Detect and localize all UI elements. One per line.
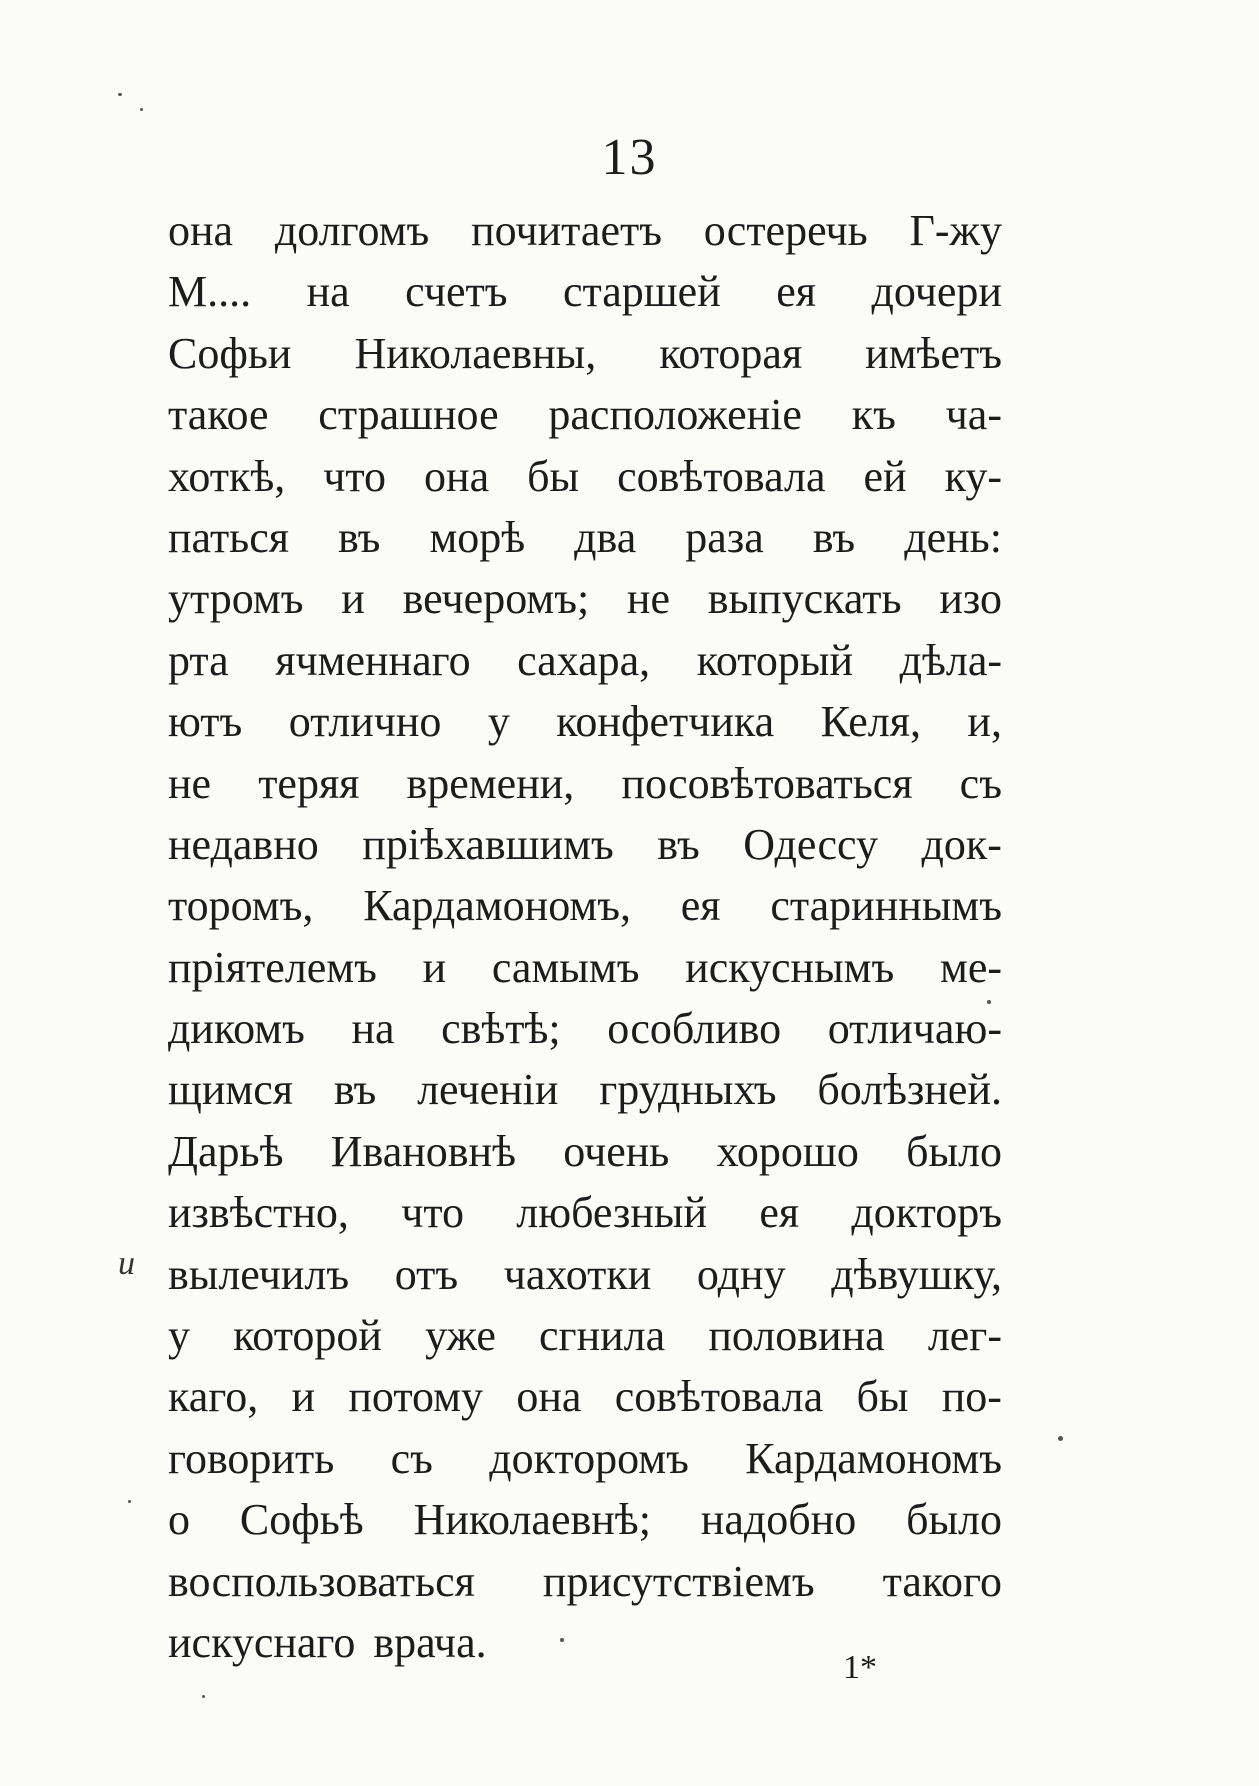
word: времени,: [406, 758, 575, 808]
word: лег-: [927, 1311, 1002, 1361]
word: она: [168, 206, 234, 255]
word: и: [291, 1372, 316, 1422]
word: что: [323, 451, 387, 501]
word: М....: [168, 267, 252, 317]
word: конфетчика: [556, 697, 775, 747]
word: очень: [563, 1126, 670, 1176]
word: совѣтовала: [614, 1372, 824, 1422]
word: ча-: [945, 390, 1002, 440]
word: рта: [168, 635, 229, 685]
word: говорить: [168, 1433, 335, 1483]
word: остеречь: [703, 206, 868, 255]
word: счетъ: [405, 267, 508, 317]
word: Келя,: [820, 697, 921, 747]
word: стариннымъ: [770, 881, 1002, 931]
word: уже: [425, 1311, 496, 1361]
word: было: [906, 1495, 1002, 1545]
word: Ивановнѣ: [330, 1126, 516, 1176]
text-line: [168, 691, 1002, 752]
word: особливо: [607, 1004, 782, 1054]
word: любезный: [516, 1188, 708, 1238]
word: у: [487, 697, 510, 747]
word: и: [341, 574, 365, 624]
word: имѣетъ: [865, 328, 1002, 378]
text-line: [168, 937, 1002, 998]
word: потому: [348, 1372, 483, 1422]
signature-mark: 1*: [843, 1649, 877, 1686]
text-line: [168, 1428, 1002, 1489]
word: которая: [659, 328, 803, 378]
word: отъ: [394, 1249, 459, 1299]
text-line: [168, 1244, 1002, 1305]
word: ютъ: [168, 697, 243, 747]
word: ей: [863, 451, 907, 501]
word: на: [306, 267, 350, 317]
word: половина: [708, 1311, 885, 1361]
text-line: [168, 998, 1002, 1059]
word: она: [516, 1372, 582, 1422]
text-line: [168, 1182, 1002, 1243]
ink-speck: [1058, 1436, 1063, 1441]
word: прiѣхавшимъ: [362, 819, 614, 869]
word: искуснаго: [168, 1617, 356, 1667]
word: сгнила: [539, 1311, 666, 1361]
word: докторомъ: [489, 1433, 689, 1483]
word: Г-жу: [909, 206, 1002, 255]
ink-speck: [560, 1638, 564, 1642]
word: щимся: [168, 1065, 294, 1115]
text-line: [168, 1059, 1002, 1120]
word: ея: [680, 881, 721, 931]
text-line: [168, 630, 1002, 691]
word: Николаевны,: [354, 328, 597, 378]
word: надобно: [700, 1495, 857, 1545]
word: чахотки: [503, 1249, 652, 1299]
word: док-: [921, 819, 1002, 869]
word: къ: [851, 390, 896, 440]
word: которой: [233, 1311, 382, 1361]
word: съ: [390, 1433, 433, 1483]
word: торомъ,: [168, 881, 314, 931]
word: каго,: [168, 1372, 259, 1422]
word: дѣла-: [899, 635, 1002, 685]
word: дѣвушку,: [831, 1249, 1002, 1299]
ink-speck: [987, 1000, 991, 1004]
word: хоткѣ,: [168, 451, 286, 501]
text-line: [168, 1551, 1002, 1612]
word: страшное: [318, 390, 499, 440]
word: было: [906, 1126, 1002, 1176]
word: ячменнаго: [275, 635, 471, 685]
word: въ: [338, 512, 381, 562]
text-line: [168, 200, 1002, 261]
word: Одессу: [743, 819, 878, 869]
ink-speck: [128, 1500, 131, 1503]
word: бы: [527, 451, 580, 501]
word: дочери: [871, 267, 1002, 317]
word: ку-: [944, 451, 1002, 501]
word: ея: [776, 267, 816, 317]
word: что: [401, 1188, 464, 1238]
text-line: [168, 446, 1002, 507]
word: одну: [696, 1249, 786, 1299]
word: Кардамономъ,: [363, 881, 631, 931]
text-line: [168, 753, 1002, 814]
word: такое: [168, 390, 269, 440]
word: старшей: [562, 267, 721, 317]
word: докторъ: [851, 1188, 1002, 1238]
word: изо: [939, 574, 1002, 624]
word: въ: [657, 819, 700, 869]
word: Софьи: [168, 328, 292, 378]
word: вылечилъ: [168, 1249, 350, 1299]
word: посовѣтоваться: [621, 758, 913, 808]
word: по-: [941, 1372, 1002, 1422]
text-line: [168, 875, 1002, 936]
word: самымъ: [491, 942, 640, 992]
word: выпускать: [707, 574, 902, 624]
word: на: [351, 1004, 395, 1054]
text-line: [168, 1366, 1002, 1427]
word: утромъ: [168, 574, 304, 624]
word: долгомъ: [274, 206, 430, 255]
word: почитаетъ: [471, 206, 662, 255]
word: присутствiемъ: [542, 1556, 815, 1606]
word: врача.: [373, 1617, 487, 1667]
body-text: [168, 200, 1002, 1673]
text-line: [168, 814, 1002, 875]
word: Кардамономъ: [745, 1433, 1002, 1483]
text-line: [168, 1121, 1002, 1182]
text-line: [168, 1305, 1002, 1366]
word: не: [168, 758, 212, 808]
word: въ: [812, 512, 856, 562]
word: вечеромъ;: [402, 574, 590, 624]
word: сахара,: [517, 635, 651, 685]
ink-speck: [202, 1695, 205, 1698]
word: ме-: [939, 942, 1002, 992]
page-number: 13: [601, 129, 658, 186]
word: свѣтѣ;: [441, 1004, 561, 1054]
word: о: [168, 1495, 190, 1545]
word: расположенiе: [548, 390, 802, 440]
word: бы: [856, 1372, 909, 1422]
word: раза: [685, 512, 764, 562]
word: два: [574, 512, 637, 562]
text-line: [168, 1489, 1002, 1550]
word: морѣ: [429, 512, 526, 562]
word: отлично: [288, 697, 442, 747]
word: который: [696, 635, 854, 685]
word: не: [626, 574, 670, 624]
word: Николаевнѣ;: [413, 1495, 651, 1545]
margin-mark: и: [118, 1245, 135, 1282]
word: болѣзней.: [817, 1065, 1002, 1115]
word: грудныхъ: [599, 1065, 777, 1115]
word: день:: [904, 512, 1002, 562]
word: паться: [168, 512, 289, 562]
word: искуснымъ: [685, 942, 895, 992]
word: въ: [333, 1065, 377, 1115]
word: извѣстно,: [168, 1188, 349, 1238]
text-line: [168, 261, 1002, 322]
word: дикомъ: [168, 1004, 305, 1054]
word: прiятелемъ: [168, 942, 377, 992]
text-line: [168, 568, 1002, 629]
word: недавно: [168, 819, 319, 869]
word: у: [168, 1311, 190, 1361]
text-line: [168, 507, 1002, 568]
word: хорошо: [716, 1126, 859, 1176]
ink-speck: [140, 108, 143, 111]
word: теряя: [258, 758, 360, 808]
ink-speck: [118, 93, 122, 96]
word: такого: [882, 1556, 1002, 1606]
word: она: [424, 451, 490, 501]
word: отличаю-: [827, 1004, 1002, 1054]
word: съ: [959, 758, 1002, 808]
text-line: [168, 323, 1002, 384]
word: Софьѣ: [239, 1495, 364, 1545]
word: ея: [759, 1188, 800, 1238]
word: леченiи: [417, 1065, 559, 1115]
word: и: [422, 942, 447, 992]
word: Дарьѣ: [168, 1126, 284, 1176]
word: и,: [967, 697, 1002, 747]
text-line: [168, 384, 1002, 445]
word: воспользоваться: [168, 1556, 475, 1606]
word: совѣтовала: [617, 451, 826, 501]
